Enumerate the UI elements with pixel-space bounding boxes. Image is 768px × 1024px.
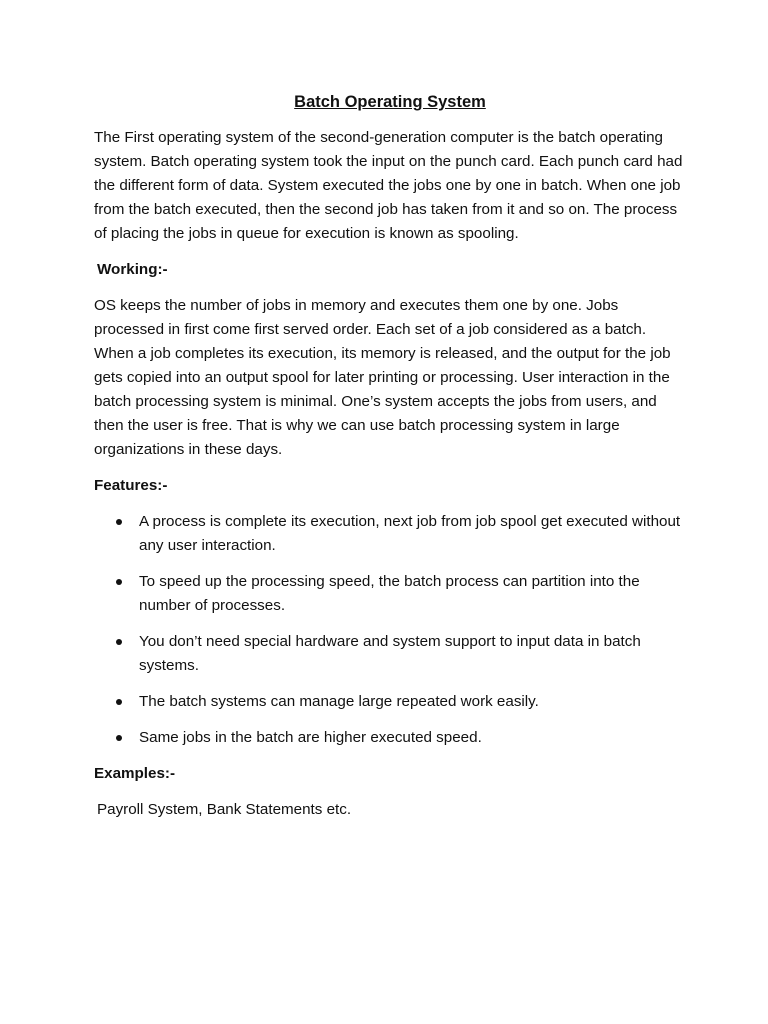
list-item xyxy=(94,630,686,678)
bullet-icon xyxy=(116,519,122,525)
list-item xyxy=(94,690,686,714)
list-item-text: A process is complete its execution, next job from job spool get executed without any user interaction. xyxy=(139,513,681,554)
list-item-text: The batch systems can manage large repeated work easily. xyxy=(139,693,539,710)
document-body xyxy=(94,90,686,834)
list-item xyxy=(94,726,686,750)
intro-paragraph: The First operating system of the second-generation computer is the batch operating system. Batch operating system took the input on the punch card. Each punch card had the different form of data. System executed the jobs one by one in batch. When one job from the batch executed, then the second job has taken from it and so on. The process of placing the jobs in queue for execution is known as spooling. xyxy=(94,129,683,242)
working-paragraph: OS keeps the number of jobs in memory and executes them one by one. Jobs processed in first come first served order. Each set of a job considered as a batch. When a job completes its execution, its memory is released, and the output for the job gets copied into an output spool for later printing or processing. User interaction in the batch processing system is minimal. One’s system accepts the jobs from users, and then the user is free. That is why we can use batch processing system in large organizations in these days. xyxy=(94,297,671,458)
features-heading: Features:- xyxy=(94,477,168,494)
list-item-text: You don’t need special hardware and system support to input data in batch systems. xyxy=(139,633,641,674)
features-list xyxy=(94,510,686,750)
list-item xyxy=(94,570,686,618)
examples-paragraph: Payroll System, Bank Statements etc. xyxy=(97,801,352,818)
list-item-text: Same jobs in the batch are higher executed speed. xyxy=(139,729,482,746)
list-item xyxy=(94,510,686,558)
examples-heading: Examples:- xyxy=(94,765,176,782)
bullet-icon xyxy=(116,639,122,645)
list-item-text: To speed up the processing speed, the batch process can partition into the number of processes. xyxy=(139,573,640,614)
page-title: Batch Operating System xyxy=(294,93,486,111)
bullet-icon xyxy=(116,699,122,705)
bullet-icon xyxy=(116,735,122,741)
bullet-icon xyxy=(116,579,122,585)
working-heading: Working:- xyxy=(97,261,168,278)
